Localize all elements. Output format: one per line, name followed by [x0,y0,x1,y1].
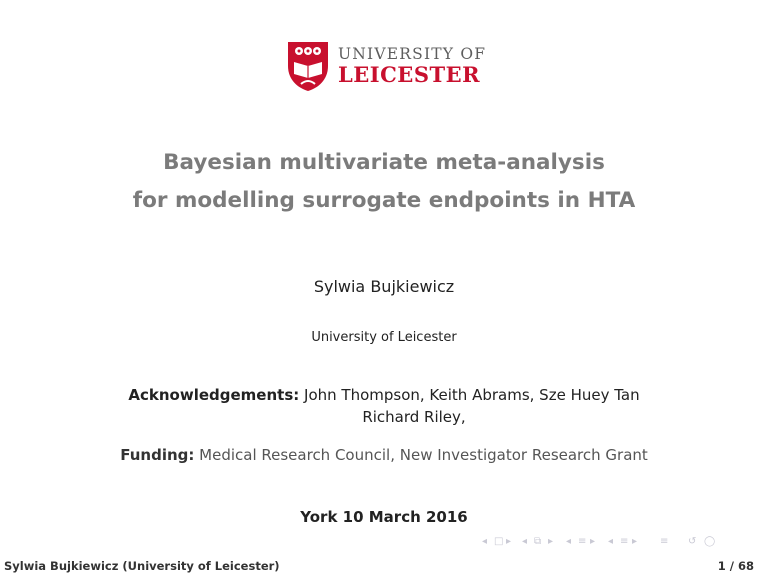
acknowledgements [0,384,768,428]
title-line-1: Bayesian multivariate meta-analysis [163,150,605,175]
footer-author: Sylwia Bujkiewicz (University of Leicester) [4,559,280,573]
nav-back-icon[interactable]: ≡ [660,536,669,547]
nav-doc-next-icon[interactable]: ▸ [632,536,638,547]
slide-footer [0,556,768,576]
nav-section-next-icon[interactable]: ▸ [590,536,596,547]
funding-label: Funding: [120,446,195,464]
nav-doc-icon[interactable]: ≡ [620,536,629,547]
acknowledgements-label: Acknowledgements: [128,386,300,404]
acknowledgements-line-2: Richard Riley, [362,408,466,426]
title-line-2: for modelling surrogate endpoints in HTA [132,188,636,213]
logo-leicester: LEICESTER [338,62,481,87]
nav-subsection-icon[interactable]: ⧉ [534,536,542,547]
logo-university-of: UNIVERSITY OF [338,45,487,63]
nav-frame-icon[interactable]: □ [494,536,504,547]
author-name: Sylwia Bujkiewicz [313,277,455,296]
university-logo [286,40,486,92]
nav-zoom-icon[interactable]: ◯ [704,536,716,547]
nav-doc-prev-icon[interactable]: ◂ [608,536,614,547]
author-institution: University of Leicester [311,330,457,345]
presentation-date: York 10 March 2016 [300,508,468,526]
nav-frame-next-icon[interactable]: ▸ [506,536,512,547]
crest-icon [286,40,330,92]
nav-section-icon[interactable]: ≡ [578,536,587,547]
nav-section-prev-icon[interactable]: ◂ [566,536,572,547]
nav-subsection-next-icon[interactable]: ▸ [548,536,554,547]
nav-subsection-prev-icon[interactable]: ◂ [522,536,528,547]
beamer-navigation [482,536,764,552]
footer-page-number: 1 / 68 [717,559,754,573]
slide-title [0,144,768,220]
acknowledgements-line-1: John Thompson, Keith Abrams, Sze Huey Tan [304,386,640,404]
nav-frame-prev-icon[interactable]: ◂ [482,536,488,547]
funding-text: Medical Research Council, New Investigator Research Grant [199,446,648,464]
nav-search-icon[interactable]: ↺ [688,536,697,547]
funding [0,446,768,464]
